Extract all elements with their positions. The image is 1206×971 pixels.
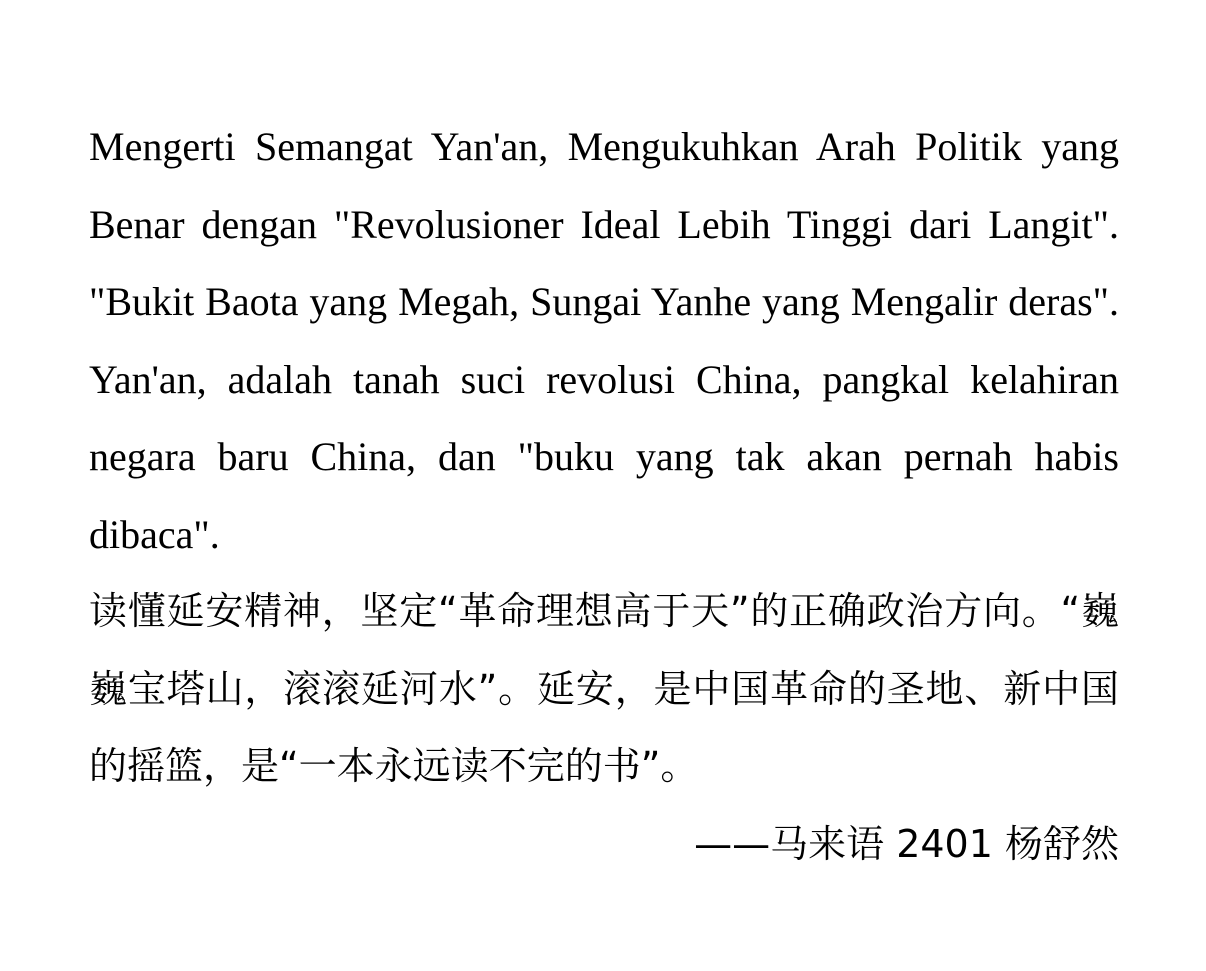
paragraph-indonesian: Mengerti Semangat Yan'an, Mengukuhkan Arah Politik yang Benar dengan "Revolusioner Ideal Lebih Tinggi dari Langit". "Bukit Baota yang Megah, Sungai Yanhe yang Mengalir deras". Yan'an, adalah tanah suci revolusi China, pangkal kelahiran negara baru China, dan "buku yang tak akan pernah habis dibaca".: [89, 124, 1119, 557]
document-page: [89, 108, 1119, 883]
author-signature: ——马来语 2401 杨舒然: [694, 821, 1119, 866]
paragraph-chinese: 读懂延安精神，坚定“革命理想高于天”的正确政治方向。“巍巍宝塔山，滚滚延河水”。延安，是中国革命的圣地、新中国的摇篮，是“一本永远读不完的书”。: [89, 589, 1119, 788]
